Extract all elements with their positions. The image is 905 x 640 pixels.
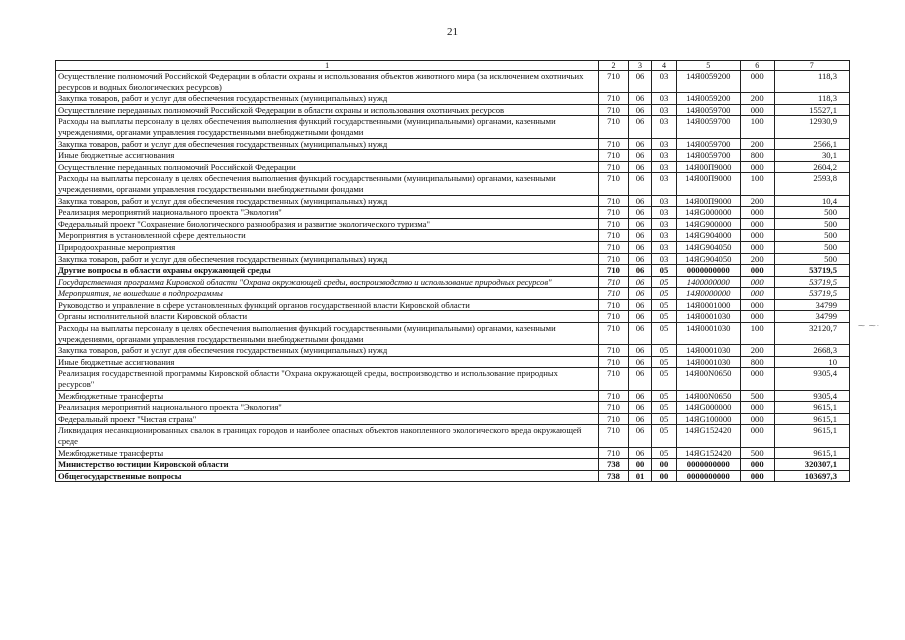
- table-row: [56, 253, 850, 265]
- cell-name: Осуществление переданных полномочий Российской Федерации: [56, 161, 599, 173]
- cell-subsection: 03: [652, 138, 676, 150]
- cell-section: 06: [628, 356, 651, 368]
- cell-expense-type: 000: [740, 161, 774, 173]
- cell-admin-code: 710: [599, 368, 629, 390]
- cell-amount: 118,3: [774, 71, 849, 93]
- cell-expense-type: 800: [740, 150, 774, 162]
- cell-subsection: 05: [652, 425, 676, 447]
- table-row: [56, 241, 850, 253]
- cell-section: 00: [628, 459, 651, 471]
- cell-amount: 118,3: [774, 93, 849, 105]
- cell-admin-code: 710: [599, 104, 629, 116]
- cell-admin-code: 710: [599, 413, 629, 425]
- table-row: [56, 425, 850, 447]
- header-row: [56, 61, 850, 71]
- cell-target-item: 14Я0059200: [676, 71, 740, 93]
- cell-section: 06: [628, 390, 651, 402]
- table-row: [56, 195, 850, 207]
- cell-name: Осуществление переданных полномочий Российской Федерации в области охраны и использования охотничьих ресурсов: [56, 104, 599, 116]
- cell-name: Иные бюджетные ассигнования: [56, 356, 599, 368]
- cell-admin-code: 710: [599, 218, 629, 230]
- cell-target-item: 14Я0001030: [676, 345, 740, 357]
- cell-amount: 500: [774, 218, 849, 230]
- cell-expense-type: 000: [740, 218, 774, 230]
- cell-amount: 9615,1: [774, 447, 849, 459]
- cell-name: Министерство юстиции Кировской области: [56, 459, 599, 471]
- cell-target-item: 14ЯG152420: [676, 425, 740, 447]
- cell-subsection: 03: [652, 253, 676, 265]
- cell-admin-code: 710: [599, 390, 629, 402]
- cell-amount: 9615,1: [774, 425, 849, 447]
- cell-expense-type: 000: [740, 230, 774, 242]
- cell-subsection: 05: [652, 356, 676, 368]
- cell-amount: 53719,5: [774, 288, 849, 300]
- cell-name: Федеральный проект "Чистая страна": [56, 413, 599, 425]
- cell-expense-type: 200: [740, 93, 774, 105]
- cell-admin-code: 710: [599, 447, 629, 459]
- cell-amount: 500: [774, 207, 849, 219]
- cell-amount: 9615,1: [774, 413, 849, 425]
- cell-admin-code: 710: [599, 253, 629, 265]
- cell-section: 06: [628, 253, 651, 265]
- header-cell: 3: [628, 61, 651, 71]
- cell-subsection: 05: [652, 299, 676, 311]
- table-row: [56, 218, 850, 230]
- cell-amount: 10,4: [774, 195, 849, 207]
- cell-target-item: 14Я0001000: [676, 299, 740, 311]
- cell-name: Реализация мероприятий национального проекта "Экология": [56, 402, 599, 414]
- cell-admin-code: 710: [599, 323, 629, 345]
- cell-section: 06: [628, 323, 651, 345]
- cell-subsection: 00: [652, 470, 676, 482]
- cell-name: Межбюджетные трансферты: [56, 390, 599, 402]
- table-row: [56, 470, 850, 482]
- cell-amount: 500: [774, 230, 849, 242]
- cell-admin-code: 710: [599, 150, 629, 162]
- cell-expense-type: 000: [740, 241, 774, 253]
- cell-section: 06: [628, 150, 651, 162]
- cell-target-item: 14ЯG900000: [676, 218, 740, 230]
- table-row: [56, 265, 850, 277]
- table-row: [56, 207, 850, 219]
- table-row: [56, 368, 850, 390]
- cell-expense-type: 000: [740, 71, 774, 93]
- cell-target-item: 14Я0001030: [676, 323, 740, 345]
- cell-expense-type: 100: [740, 116, 774, 138]
- table-row: [56, 138, 850, 150]
- cell-expense-type: 200: [740, 138, 774, 150]
- header-cell: 6: [740, 61, 774, 71]
- cell-target-item: 0000000000: [676, 265, 740, 277]
- cell-target-item: 14Я0059700: [676, 116, 740, 138]
- cell-target-item: 14Я00П9000: [676, 173, 740, 195]
- header-cell: 4: [652, 61, 676, 71]
- cell-name: Закупка товаров, работ и услуг для обеспечения государственных (муниципальных) нужд: [56, 138, 599, 150]
- cell-subsection: 03: [652, 104, 676, 116]
- cell-subsection: 03: [652, 116, 676, 138]
- cell-target-item: 14Я0000000: [676, 288, 740, 300]
- cell-amount: 2593,8: [774, 173, 849, 195]
- cell-amount: 9305,4: [774, 390, 849, 402]
- cell-admin-code: 710: [599, 345, 629, 357]
- table-row: [56, 288, 850, 300]
- cell-expense-type: 000: [740, 288, 774, 300]
- cell-name: Мероприятия, не вошедшие в подпрограммы: [56, 288, 599, 300]
- cell-section: 06: [628, 116, 651, 138]
- cell-subsection: 05: [652, 368, 676, 390]
- cell-amount: 32120,7: [774, 323, 849, 345]
- table-row: [56, 71, 850, 93]
- table-row: [56, 356, 850, 368]
- cell-name: Мероприятия в установленной сфере деятельности: [56, 230, 599, 242]
- table-row: [56, 459, 850, 471]
- cell-admin-code: 710: [599, 425, 629, 447]
- cell-expense-type: 500: [740, 447, 774, 459]
- cell-target-item: 14ЯG152420: [676, 447, 740, 459]
- cell-expense-type: 100: [740, 323, 774, 345]
- cell-target-item: 1400000000: [676, 276, 740, 288]
- cell-expense-type: 200: [740, 195, 774, 207]
- cell-target-item: 14Я00П9000: [676, 195, 740, 207]
- cell-admin-code: 710: [599, 116, 629, 138]
- cell-subsection: 03: [652, 218, 676, 230]
- cell-expense-type: 000: [740, 470, 774, 482]
- cell-section: 06: [628, 173, 651, 195]
- cell-subsection: 03: [652, 241, 676, 253]
- cell-target-item: 14Я0001030: [676, 311, 740, 323]
- page-number: 21: [447, 26, 458, 38]
- budget-table: [55, 60, 850, 482]
- cell-target-item: 14ЯG000000: [676, 402, 740, 414]
- header-cell: 2: [599, 61, 629, 71]
- cell-amount: 9305,4: [774, 368, 849, 390]
- cell-name: Закупка товаров, работ и услуг для обеспечения государственных (муниципальных) нужд: [56, 253, 599, 265]
- cell-section: 06: [628, 161, 651, 173]
- cell-amount: 103697,3: [774, 470, 849, 482]
- cell-subsection: 03: [652, 173, 676, 195]
- cell-section: 06: [628, 195, 651, 207]
- table-row: [56, 299, 850, 311]
- cell-subsection: 05: [652, 288, 676, 300]
- cell-expense-type: 000: [740, 265, 774, 277]
- cell-target-item: 14Я0059700: [676, 138, 740, 150]
- cell-amount: 2668,3: [774, 345, 849, 357]
- cell-admin-code: 710: [599, 230, 629, 242]
- cell-expense-type: 000: [740, 425, 774, 447]
- cell-amount: 53719,5: [774, 276, 849, 288]
- cell-subsection: 03: [652, 161, 676, 173]
- cell-target-item: 14ЯG904050: [676, 241, 740, 253]
- cell-target-item: 14Я00N0650: [676, 368, 740, 390]
- cell-admin-code: 710: [599, 356, 629, 368]
- cell-admin-code: 710: [599, 402, 629, 414]
- cell-section: 06: [628, 368, 651, 390]
- cell-name: Руководство и управление в сфере установленных функций органов государственной власти Кировской области: [56, 299, 599, 311]
- table-row: [56, 230, 850, 242]
- cell-name: Расходы на выплаты персоналу в целях обеспечения выполнения функций государственными (муниципальными) органами, казенными учреждениями, органами управления государственными внебюджетными фондами: [56, 116, 599, 138]
- cell-subsection: 03: [652, 93, 676, 105]
- header-cell: 5: [676, 61, 740, 71]
- cell-target-item: 14Я0059200: [676, 93, 740, 105]
- cell-name: Расходы на выплаты персоналу в целях обеспечения выполнения функций государственными (муниципальными) органами, казенными учреждениями, органами управления государственными внебюджетными фондами: [56, 173, 599, 195]
- cell-expense-type: 800: [740, 356, 774, 368]
- cell-amount: 34799: [774, 299, 849, 311]
- cell-name: Государственная программа Кировской области "Охрана окружающей среды, воспроизводство и использование природных ресурсов": [56, 276, 599, 288]
- cell-expense-type: 000: [740, 104, 774, 116]
- cell-expense-type: 000: [740, 368, 774, 390]
- cell-name: Ликвидация несанкционированных свалок в границах городов и наиболее опасных объектов накопленного экологического вреда окружающей среде: [56, 425, 599, 447]
- cell-section: 06: [628, 288, 651, 300]
- cell-target-item: 0000000000: [676, 470, 740, 482]
- cell-subsection: 03: [652, 150, 676, 162]
- cell-subsection: 05: [652, 413, 676, 425]
- cell-expense-type: 000: [740, 311, 774, 323]
- table-row: [56, 323, 850, 345]
- cell-admin-code: 710: [599, 71, 629, 93]
- cell-amount: 30,1: [774, 150, 849, 162]
- cell-expense-type: 500: [740, 390, 774, 402]
- table-row: [56, 390, 850, 402]
- cell-admin-code: 710: [599, 299, 629, 311]
- cell-name: Реализация государственной программы Кировской области "Охрана окружающей среды, воспроизводство и использование природных ресурсов": [56, 368, 599, 390]
- cell-amount: 12930,9: [774, 116, 849, 138]
- cell-target-item: 14Я0059700: [676, 104, 740, 116]
- cell-section: 06: [628, 402, 651, 414]
- cell-subsection: 03: [652, 71, 676, 93]
- cell-name: Межбюджетные трансферты: [56, 447, 599, 459]
- cell-admin-code: 710: [599, 207, 629, 219]
- cell-subsection: 05: [652, 390, 676, 402]
- table-row: [56, 447, 850, 459]
- cell-target-item: 14ЯG000000: [676, 207, 740, 219]
- table-row: [56, 311, 850, 323]
- cell-section: 06: [628, 299, 651, 311]
- cell-subsection: 05: [652, 311, 676, 323]
- cell-name: Закупка товаров, работ и услуг для обеспечения государственных (муниципальных) нужд: [56, 93, 599, 105]
- cell-target-item: 14Я0001030: [676, 356, 740, 368]
- cell-name: Иные бюджетные ассигнования: [56, 150, 599, 162]
- cell-admin-code: 710: [599, 195, 629, 207]
- cell-section: 06: [628, 447, 651, 459]
- cell-section: 06: [628, 265, 651, 277]
- cell-name: Федеральный проект "Сохранение биологического разнообразия и развитие экологического туризма": [56, 218, 599, 230]
- cell-admin-code: 710: [599, 173, 629, 195]
- cell-amount: 10: [774, 356, 849, 368]
- cell-section: 06: [628, 138, 651, 150]
- cell-amount: 15527,1: [774, 104, 849, 116]
- cell-section: 06: [628, 425, 651, 447]
- cell-expense-type: 000: [740, 413, 774, 425]
- cell-expense-type: 000: [740, 207, 774, 219]
- header-cell: 7: [774, 61, 849, 71]
- cell-admin-code: 710: [599, 138, 629, 150]
- cell-section: 06: [628, 276, 651, 288]
- cell-admin-code: 710: [599, 288, 629, 300]
- cell-section: 06: [628, 413, 651, 425]
- table-row: [56, 150, 850, 162]
- table-row: [56, 104, 850, 116]
- margin-scan-mark: ⁓ ⁓·: [858, 322, 881, 330]
- cell-subsection: 05: [652, 402, 676, 414]
- cell-section: 06: [628, 104, 651, 116]
- cell-name: Общегосударственные вопросы: [56, 470, 599, 482]
- cell-section: 06: [628, 345, 651, 357]
- cell-subsection: 03: [652, 195, 676, 207]
- cell-name: Расходы на выплаты персоналу в целях обеспечения выполнения функций государственными (муниципальными) органами, казенными учреждениями, органами управления государственными внебюджетными фондами: [56, 323, 599, 345]
- table-row: [56, 413, 850, 425]
- cell-section: 06: [628, 71, 651, 93]
- cell-section: 06: [628, 241, 651, 253]
- cell-subsection: 03: [652, 230, 676, 242]
- cell-amount: 2604,2: [774, 161, 849, 173]
- cell-admin-code: 710: [599, 276, 629, 288]
- cell-admin-code: 738: [599, 459, 629, 471]
- cell-subsection: 03: [652, 207, 676, 219]
- cell-target-item: 14ЯG904050: [676, 253, 740, 265]
- cell-amount: 500: [774, 241, 849, 253]
- cell-subsection: 05: [652, 276, 676, 288]
- cell-admin-code: 738: [599, 470, 629, 482]
- cell-name: Природоохранные мероприятия: [56, 241, 599, 253]
- table-row: [56, 173, 850, 195]
- cell-name: Другие вопросы в области охраны окружающей среды: [56, 265, 599, 277]
- cell-section: 01: [628, 470, 651, 482]
- cell-admin-code: 710: [599, 161, 629, 173]
- cell-target-item: 14Я00N0650: [676, 390, 740, 402]
- cell-subsection: 05: [652, 345, 676, 357]
- cell-expense-type: 000: [740, 402, 774, 414]
- cell-section: 06: [628, 207, 651, 219]
- table-row: [56, 93, 850, 105]
- table-row: [56, 276, 850, 288]
- cell-section: 06: [628, 218, 651, 230]
- cell-admin-code: 710: [599, 311, 629, 323]
- table-row: [56, 402, 850, 414]
- cell-amount: 53719,5: [774, 265, 849, 277]
- cell-amount: 2566,1: [774, 138, 849, 150]
- cell-subsection: 05: [652, 447, 676, 459]
- cell-amount: 34799: [774, 311, 849, 323]
- cell-section: 06: [628, 230, 651, 242]
- cell-name: Органы исполнительной власти Кировской области: [56, 311, 599, 323]
- table-row: [56, 116, 850, 138]
- table-row: [56, 161, 850, 173]
- cell-target-item: 14ЯG100000: [676, 413, 740, 425]
- cell-expense-type: 000: [740, 299, 774, 311]
- header-cell: 1: [56, 61, 599, 71]
- cell-name: Реализация мероприятий национального проекта "Экология": [56, 207, 599, 219]
- cell-name: Закупка товаров, работ и услуг для обеспечения государственных (муниципальных) нужд: [56, 195, 599, 207]
- cell-expense-type: 100: [740, 173, 774, 195]
- cell-section: 06: [628, 93, 651, 105]
- cell-name: Осуществление полномочий Российской Федерации в области охраны и использования объектов животного мира (за исключением охотничьих ресурсов и водных биологических ресурсов): [56, 71, 599, 93]
- cell-expense-type: 000: [740, 276, 774, 288]
- cell-expense-type: 200: [740, 253, 774, 265]
- cell-amount: 320307,1: [774, 459, 849, 471]
- cell-section: 06: [628, 311, 651, 323]
- cell-target-item: 14ЯG904000: [676, 230, 740, 242]
- cell-target-item: 14Я00П9000: [676, 161, 740, 173]
- cell-subsection: 05: [652, 265, 676, 277]
- cell-admin-code: 710: [599, 93, 629, 105]
- cell-amount: 9615,1: [774, 402, 849, 414]
- cell-name: Закупка товаров, работ и услуг для обеспечения государственных (муниципальных) нужд: [56, 345, 599, 357]
- cell-admin-code: 710: [599, 241, 629, 253]
- cell-admin-code: 710: [599, 265, 629, 277]
- cell-target-item: 0000000000: [676, 459, 740, 471]
- cell-subsection: 00: [652, 459, 676, 471]
- cell-amount: 500: [774, 253, 849, 265]
- table-body: [56, 61, 850, 482]
- cell-expense-type: 200: [740, 345, 774, 357]
- cell-expense-type: 000: [740, 459, 774, 471]
- cell-subsection: 05: [652, 323, 676, 345]
- cell-target-item: 14Я0059700: [676, 150, 740, 162]
- table-row: [56, 345, 850, 357]
